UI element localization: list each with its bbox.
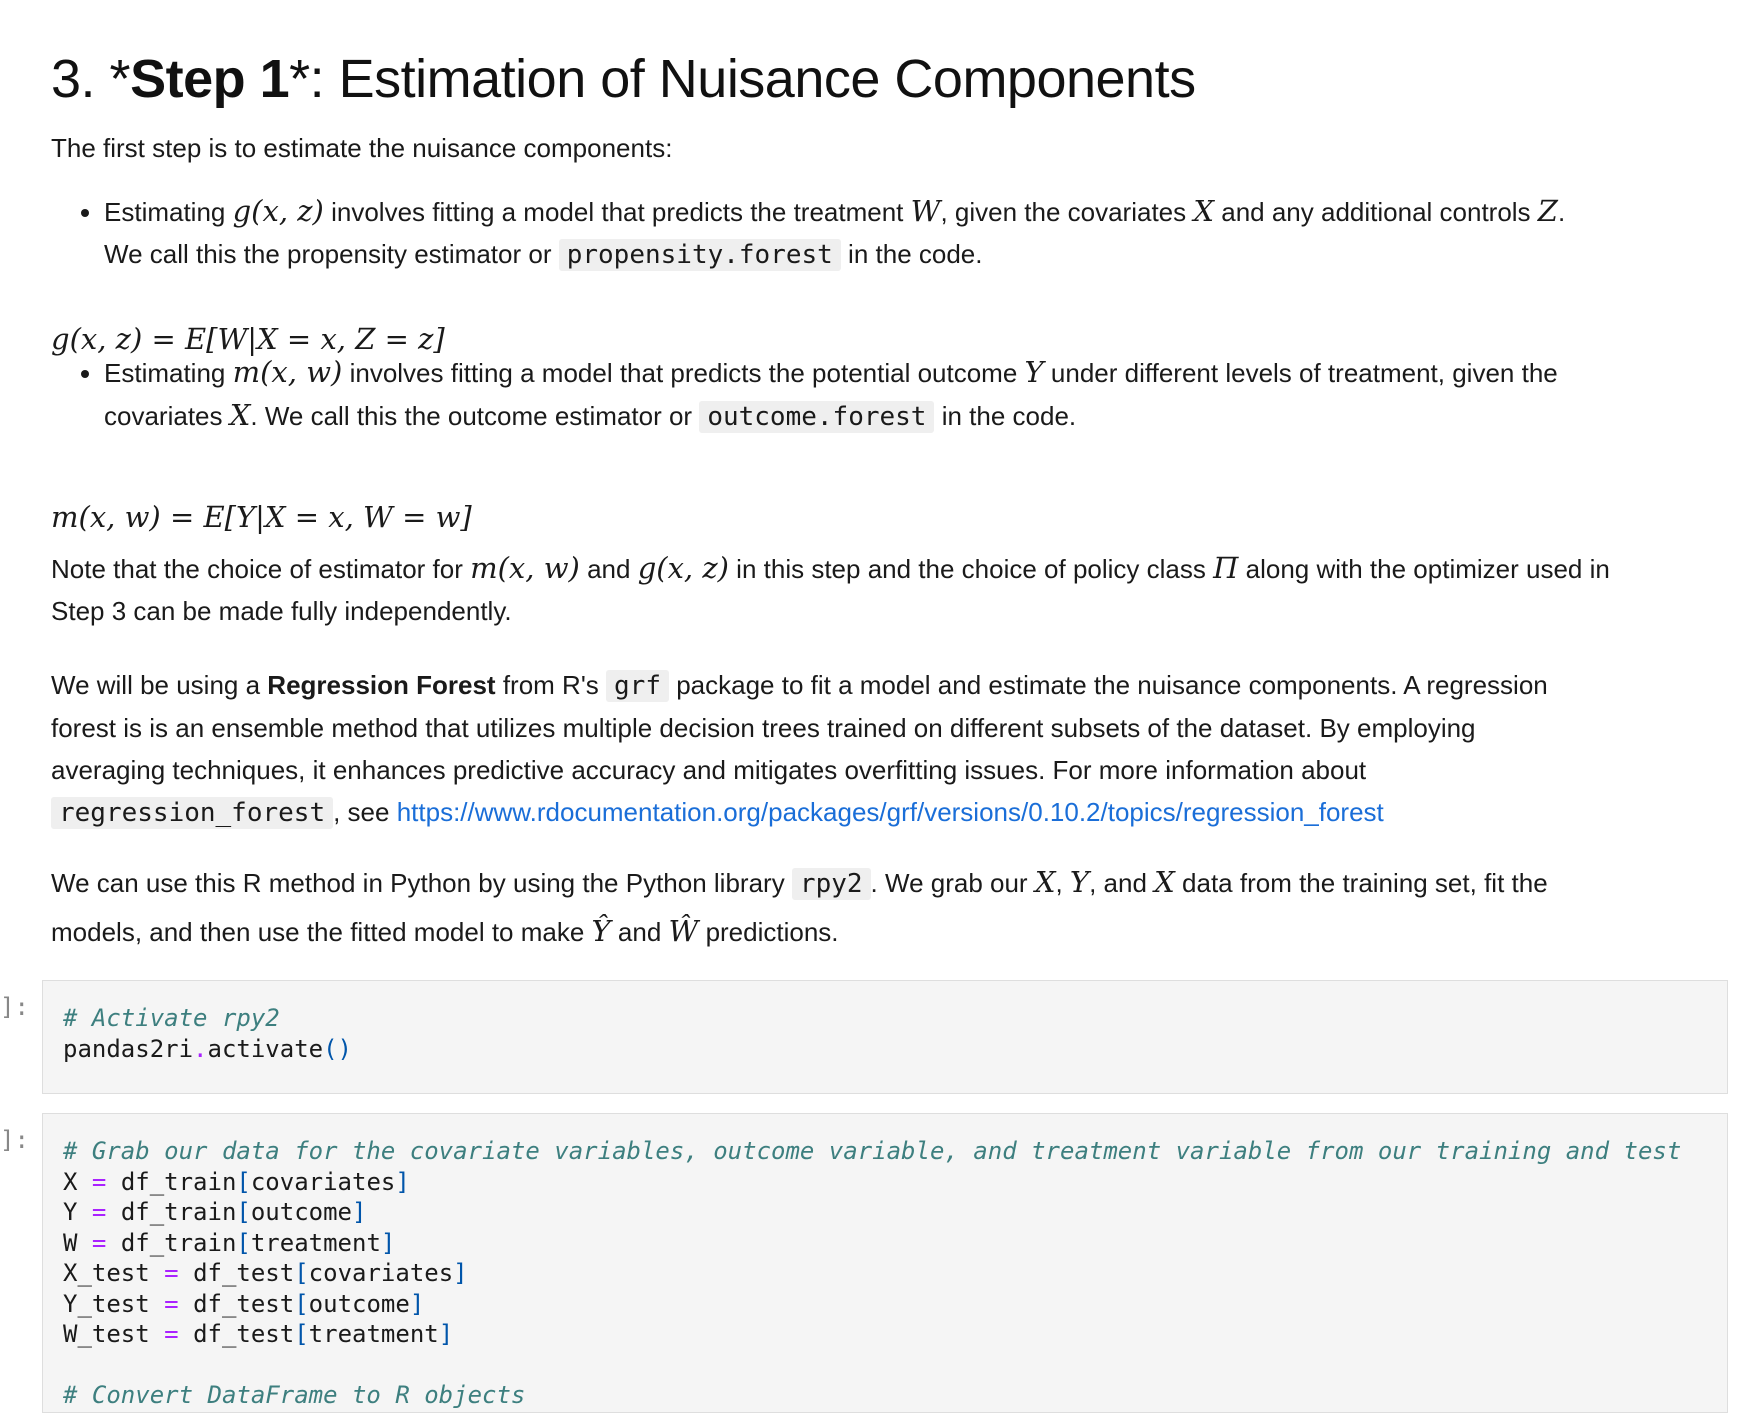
bullet-outcome: • Estimating m(x, w) involves fitting a model that predicts the potential outcome Y under different levels of treatment, given the covariates X. We call this the outcome estimator or outcome.forest in the code.: [104, 351, 1714, 438]
cell-prompt: ]:: [0, 993, 29, 1021]
bullet-list-propensity: [51, 190, 1714, 276]
equation-propensity: g(x, z) = E[W|X = x, Z = z]: [51, 322, 445, 356]
cell-prompt: ]:: [0, 1126, 29, 1154]
bullet-propensity: • Estimating g(x, z) involves fitting a model that predicts the treatment W, given the covariates X and any additional controls Z. We call this the propensity estimator or propensity.forest in the code.: [104, 190, 1714, 276]
code-rpy2: rpy2: [792, 868, 871, 900]
code-regression-forest: regression_forest: [51, 797, 333, 829]
code-editor[interactable]: # Grab our data for the covariate variables, outcome variable, and treatment variable from our training and test X = df_train[covariates] Y = df_train[outcome] W = df_train[treatment] X_test = df_test[covariates] Y_test = df_test[outcome] W_test = df_test[treatment] # Convert DataFrame to R objects: [63, 1137, 1682, 1409]
code-outcome-forest: outcome.forest: [699, 401, 934, 433]
note-paragraph: Note that the choice of estimator for m(x, w) and g(x, z) in this step and the choice of policy class Π along with the optimizer used in Step 3 can be made fully independently.: [51, 551, 1610, 626]
code-propensity-forest: propensity.forest: [559, 239, 841, 271]
code-editor[interactable]: # Activate rpy2 pandas2ri.activate(): [63, 1004, 352, 1063]
rpy2-paragraph: We can use this R method in Python by using the Python library rpy2 . We grab our X, Y, and X data from the training set, fit the models, and then use the fitted model to make Ŷ and Ŵ predictions.: [51, 865, 1548, 948]
heading-bold: Step 1: [130, 49, 290, 109]
code-grf: grf: [606, 670, 669, 702]
intro-text: The first step is to estimate the nuisance components:: [51, 133, 673, 163]
bullet-list-outcome: [51, 351, 1714, 438]
regression-forest-paragraph: We will be using a Regression Forest from R's grf package to fit a model and estimate the nuisance components. A regression forest is is an ensemble method that utilizes multiple decision trees trained on different subsets of the dataset. By employing averaging techniques, it enhances predictive accuracy and mitigates overfitting issues. For more information about regression_forest , see https://www.rdocumentation.org/packages/grf/versions/0.10.2/topics/regression_forest: [51, 670, 1548, 828]
equation-outcome: m(x, w) = E[Y|X = x, W = w]: [51, 500, 472, 534]
code-cell-grab-data[interactable]: [42, 1113, 1728, 1413]
rdocumentation-link[interactable]: https://www.rdocumentation.org/packages/grf/versions/0.10.2/topics/regression_forest: [396, 797, 1384, 827]
section-heading: 3. *Step 1*: Estimation of Nuisance Components: [51, 49, 1196, 109]
code-cell-activate[interactable]: [42, 980, 1728, 1094]
